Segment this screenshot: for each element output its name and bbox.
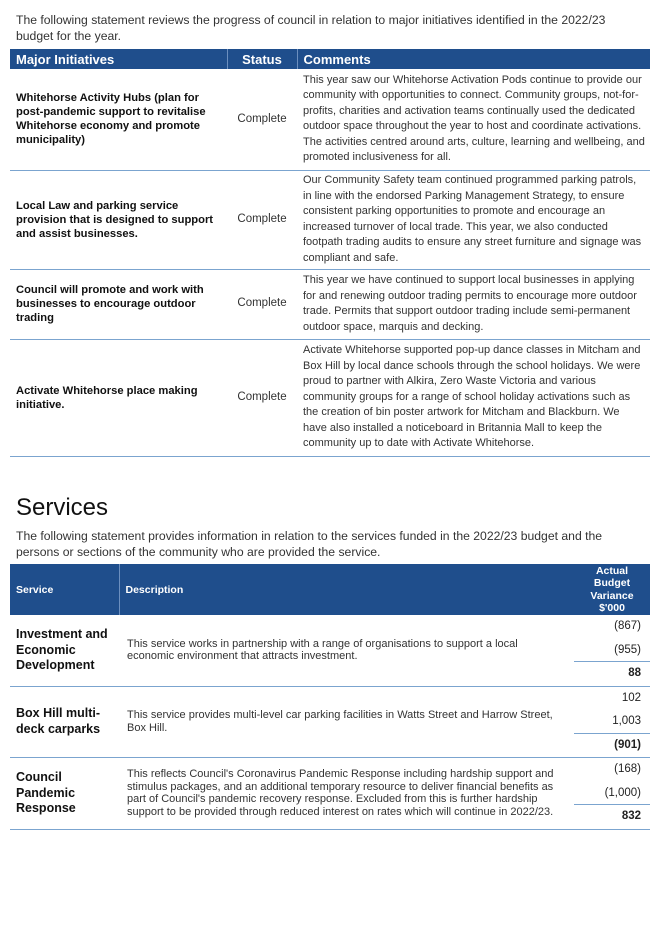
budget-value: 1,003 xyxy=(574,710,650,734)
initiative-name: Local Law and parking service provision that is designed to support and assist businesses. xyxy=(10,170,227,269)
service-values xyxy=(574,758,650,830)
variance-value: 832 xyxy=(621,810,641,822)
service-description: This service works in partnership with a range of organisations to support a local economic environment that attracts investment. xyxy=(119,615,574,686)
header-comments: Comments xyxy=(297,49,650,69)
variance-value: 88 xyxy=(628,667,641,679)
service-name: Box Hill multi-deck carparks xyxy=(10,686,119,758)
table-row xyxy=(10,170,650,269)
table-row xyxy=(10,269,650,339)
table-row xyxy=(10,758,650,830)
budget-value: (955) xyxy=(574,639,650,663)
initiative-status: Complete xyxy=(227,170,297,269)
initiative-status: Complete xyxy=(227,69,297,170)
header-major-initiatives: Major Initiatives xyxy=(10,49,227,69)
header-variance-line: Variance xyxy=(590,589,634,602)
header-description: Description xyxy=(119,564,574,615)
header-variance xyxy=(574,564,650,615)
service-description: This service provides multi-level car parking facilities in Watts Street and Harrow Street, Box Hill. xyxy=(119,686,574,758)
variance-value: (901) xyxy=(614,738,641,751)
budget-value: (1,000) xyxy=(574,782,650,806)
initiative-comment: Our Community Safety team continued programmed parking patrols, in line with the endorsed Parking Management Strategy, to ensure consistent parking opportunities to promote and encourage an increased turnover of local trade. This year, we also conducted footpath trading audits to ensure any street furniture and signage was compliant and safe. xyxy=(297,170,650,269)
table-row xyxy=(10,69,650,170)
header-variance-line: $'000 xyxy=(599,602,625,614)
initiative-comment: Activate Whitehorse supported pop-up dance classes in Mitcham and Box Hill by local dance schools through the school holidays. We were proud to partner with Alkira, Zero Waste Victoria and various community groups for a range of school holiday activations such as the creation of bin poster artwork for Mitcham and Blackburn. We have also installed a noticeboard in Britannia Mall to keep the community up to date with Activate Whitehorse. xyxy=(297,339,650,456)
services-intro: The following statement provides information in relation to the services funded in the 2022/23 budget and the persons or sections of the community who are provided the service. xyxy=(16,529,603,559)
service-name: Council Pandemic Response xyxy=(10,758,119,830)
actual-value: (168) xyxy=(614,763,641,775)
initiative-comment: This year we have continued to support local businesses in applying for and renewing outdoor trading permits to encourage more outdoor trade. Permits that support outdoor trading include semi-permanent outdoor space, marquis and decking. xyxy=(297,269,650,339)
initiatives-intro: The following statement reviews the progress of council in relation to major initiatives identified in the 2022/23 budget for the year. xyxy=(16,13,606,43)
actual-value: (867) xyxy=(614,620,641,632)
header-variance-line: Budget xyxy=(593,577,631,589)
service-values xyxy=(574,686,650,758)
header-status: Status xyxy=(227,49,297,69)
service-description: This reflects Council's Coronavirus Pandemic Response including hardship support and stimulus packages, and an additional temporary resource to deliver financial benefits as part of Council's pandemic recovery response. Excluded from this is further hardship support to be provided through reduced interest on rates which will continue in 2022/23. xyxy=(119,758,574,830)
header-service: Service xyxy=(10,564,119,615)
services-header-row xyxy=(10,564,650,615)
services-heading: Services xyxy=(16,494,109,521)
initiative-name: Whitehorse Activity Hubs (plan for post-pandemic support to revitalise Whitehorse economy and promote municipality) xyxy=(10,69,227,170)
initiative-name: Council will promote and work with businesses to encourage outdoor trading xyxy=(10,269,227,339)
service-name: Investment and Economic Development xyxy=(10,615,119,686)
table-row xyxy=(10,615,650,686)
initiatives-header-row xyxy=(10,49,650,69)
major-initiatives-table xyxy=(10,49,650,457)
initiative-status: Complete xyxy=(227,339,297,456)
initiative-name: Activate Whitehorse place making initiative. xyxy=(10,339,227,456)
header-variance-line: Actual xyxy=(595,564,629,577)
services-table xyxy=(10,564,650,830)
table-row xyxy=(10,686,650,758)
initiative-status: Complete xyxy=(227,269,297,339)
initiative-comment: This year saw our Whitehorse Activation Pods continue to provide our community with opportunities to connect. Community groups, not-for-profits, charities and activation teams continually used the dedicated outdoor space throughout the year to host and coordinate activations. The activities centred around arts, culture, learning and wellbeing, and promoted inclusiveness for all. xyxy=(297,69,650,170)
service-values xyxy=(574,615,650,686)
actual-value: 102 xyxy=(621,691,641,704)
table-row xyxy=(10,339,650,456)
